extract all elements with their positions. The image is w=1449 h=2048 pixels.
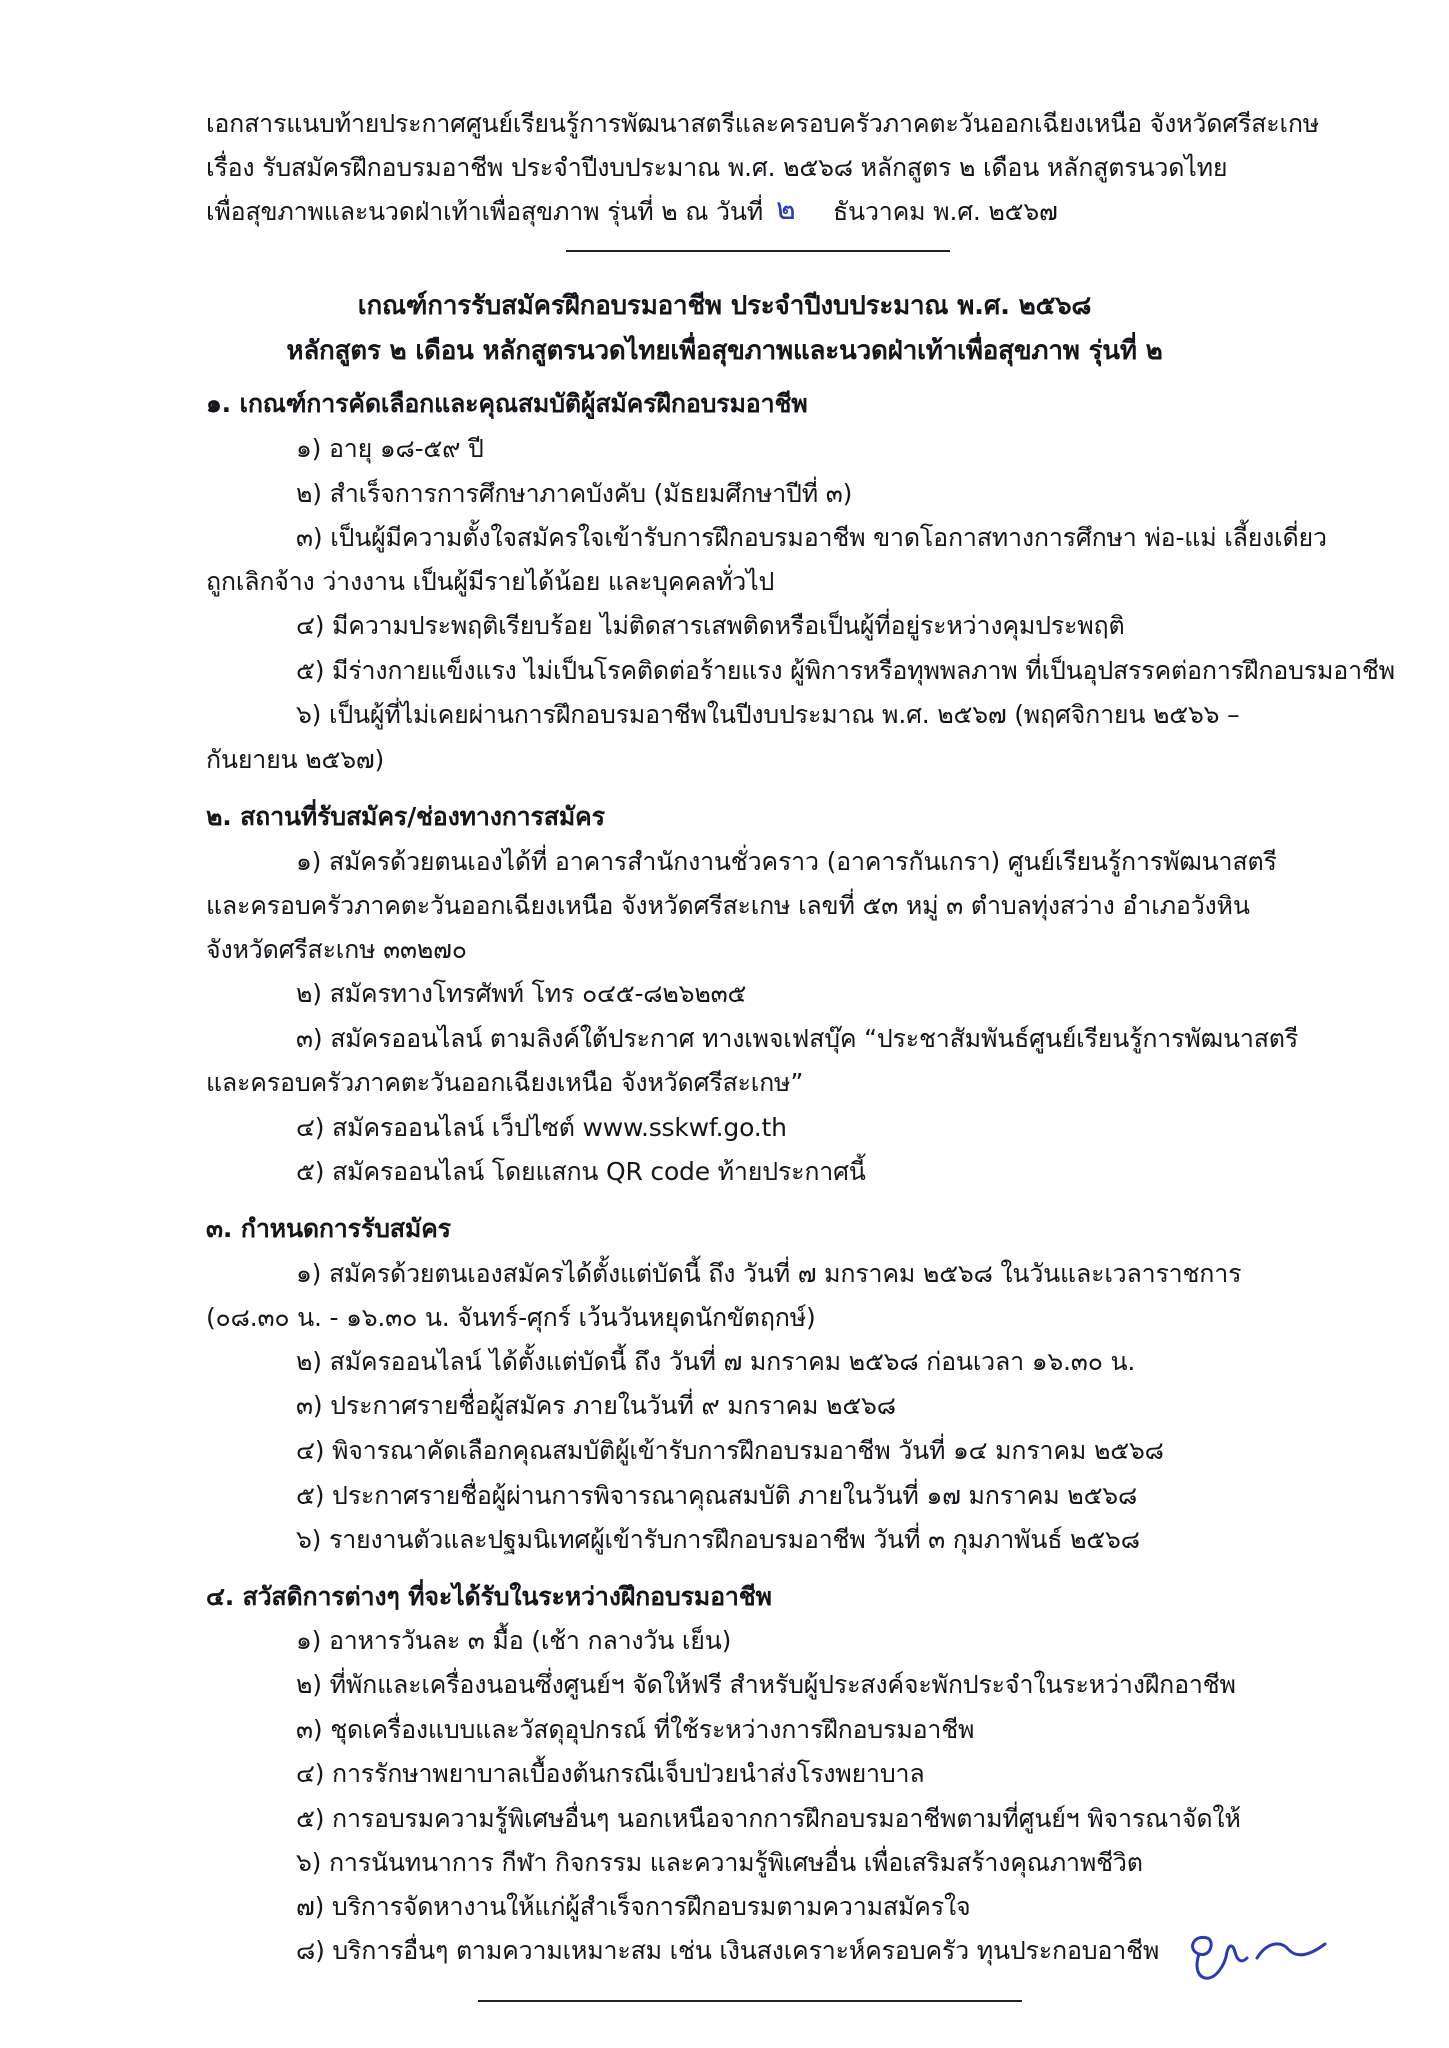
handwritten-initials-signature-icon	[1185, 1918, 1335, 1990]
s4-item-4: ๔) การรักษาพยาบาลเบื้องต้นกรณีเจ็บป่วยนำส่งโรงพยาบาล	[296, 1759, 925, 1788]
s4-item-8: ๘) บริการอื่นๆ ตามความเหมาะสม เช่น เงินสงเคราะห์ครอบครัว ทุนประกอบอาชีพ	[296, 1936, 1160, 1965]
s2-item-4: ๔) สมัครออนไลน์ เว็ปไซต์ www.sskwf.go.th	[296, 1113, 787, 1142]
header-line-3a: เพื่อสุขภาพและนวดฝ่าเท้าเพื่อสุขภาพ รุ่นที่ ๒ ณ วันที่	[206, 197, 764, 226]
s2-item-1c: จังหวัดศรีสะเกษ ๓๓๒๗๐	[206, 935, 467, 964]
footer-divider	[478, 2000, 1022, 2002]
s2-item-5: ๕) สมัครออนไลน์ โดยแสกน QR code ท้ายประกาศนี้	[296, 1157, 866, 1186]
s3-item-5: ๕) ประกาศรายชื่อผู้ผ่านการพิจารณาคุณสมบัติ ภายในวันที่ ๑๗ มกราคม ๒๕๖๘	[296, 1481, 1138, 1510]
s3-item-2: ๒) สมัครออนไลน์ ได้ตั้งแต่บัดนี้ ถึง วันที่ ๗ มกราคม ๒๕๖๘ ก่อนเวลา ๑๖.๓๐ น.	[296, 1347, 1136, 1376]
header-line-2: เรื่อง รับสมัครฝึกอบรมอาชีพ ประจำปีงบประมาณ พ.ศ. ๒๕๖๘ หลักสูตร ๒ เดือน หลักสูตรนวดไทย	[206, 153, 1228, 182]
s1-item-6b: กันยายน ๒๕๖๗)	[206, 745, 385, 774]
title-line-1: เกณฑ์การรับสมัครฝึกอบรมอาชีพ ประจำปีงบประมาณ พ.ศ. ๒๕๖๘	[357, 291, 1092, 321]
s4-item-6: ๖) การนันทนาการ กีฬา กิจกรรม และความรู้พิเศษอื่น เพื่อเสริมสร้างคุณภาพชีวิต	[296, 1848, 1143, 1877]
s4-item-5: ๕) การอบรมความรู้พิเศษอื่นๆ นอกเหนือจากการฝึกอบรมอาชีพตามที่ศูนย์ฯ พิจารณาจัดให้	[296, 1804, 1241, 1833]
section-1-heading: ๑. เกณฑ์การคัดเลือกและคุณสมบัติผู้สมัครฝึกอบรมอาชีพ	[206, 389, 808, 418]
s4-item-1: ๑) อาหารวันละ ๓ มื้อ (เช้า กลางวัน เย็น)	[296, 1626, 732, 1655]
s4-item-2: ๒) ที่พักและเครื่องนอนซึ่งศูนย์ฯ จัดให้ฟรี สำหรับผู้ประสงค์จะพักประจำในระหว่างฝึกอาชีพ	[296, 1670, 1236, 1699]
s3-item-1b: (๐๘.๓๐ น. - ๑๖.๓๐ น. จันทร์-ศุกร์ เว้นวันหยุดนักขัตฤกษ์)	[206, 1303, 816, 1332]
section-3-heading: ๓. กำหนดการรับสมัคร	[206, 1214, 451, 1243]
s2-item-3a: ๓) สมัครออนไลน์ ตามลิงค์ใต้ประกาศ ทางเพจเฟสบุ๊ค “ประชาสัมพันธ์ศูนย์เรียนรู้การพัฒนาสตรี	[296, 1024, 1299, 1053]
s4-item-3: ๓) ชุดเครื่องแบบและวัสดุอุปกรณ์ ที่ใช้ระหว่างการฝึกอบรมอาชีพ	[296, 1715, 975, 1744]
s3-item-4: ๔) พิจารณาคัดเลือกคุณสมบัติผู้เข้ารับการฝึกอบรมอาชีพ วันที่ ๑๔ มกราคม ๒๕๖๘	[296, 1436, 1164, 1465]
s2-item-2: ๒) สมัครทางโทรศัพท์ โทร ๐๔๕-๘๒๖๒๓๕	[296, 979, 747, 1008]
section-4-heading: ๔. สวัสดิการต่างๆ ที่จะได้รับในระหว่างฝึกอบรมอาชีพ	[206, 1582, 772, 1611]
s1-item-1: ๑) อายุ ๑๘-๕๙ ปี	[296, 434, 484, 463]
s2-item-1a: ๑) สมัครด้วยตนเองได้ที่ อาคารสำนักงานชั่วคราว (อาคารกันเกรา) ศูนย์เรียนรู้การพัฒนาสตรี	[296, 847, 1277, 876]
handwritten-day: ๒	[776, 192, 796, 227]
s1-item-5: ๕) มีร่างกายแข็งแรง ไม่เป็นโรคติดต่อร้ายแรง ผู้พิการหรือทุพพลภาพ ที่เป็นอุปสรรคต่อการฝึกอบรมอาชีพ	[296, 656, 1395, 685]
s1-item-6a: ๖) เป็นผู้ที่ไม่เคยผ่านการฝึกอบรมอาชีพในปีงบประมาณ พ.ศ. ๒๕๖๗ (พฤศจิกายน ๒๕๖๖ –	[296, 700, 1240, 729]
s1-item-3a: ๓) เป็นผู้มีความตั้งใจสมัครใจเข้ารับการฝึกอบรมอาชีพ ขาดโอกาสทางการศึกษา พ่อ-แม่ เลี้ยงเดี่ยว	[296, 523, 1327, 552]
s2-item-3b: และครอบครัวภาคตะวันออกเฉียงเหนือ จังหวัดศรีสะเกษ”	[206, 1068, 804, 1097]
header-line-1: เอกสารแนบท้ายประกาศศูนย์เรียนรู้การพัฒนาสตรีและครอบครัวภาคตะวันออกเฉียงเหนือ จังหวัดศรีสะเกษ	[206, 109, 1320, 138]
s1-item-2: ๒) สำเร็จการการศึกษาภาคบังคับ (มัธยมศึกษาปีที่ ๓)	[296, 479, 853, 508]
section-2-heading: ๒. สถานที่รับสมัคร/ช่องทางการสมัคร	[206, 802, 605, 831]
s1-item-4: ๔) มีความประพฤติเรียบร้อย ไม่ติดสารเสพติดหรือเป็นผู้ที่อยู่ระหว่างคุมประพฤติ	[296, 611, 1125, 640]
header-divider	[566, 250, 950, 252]
s3-item-1a: ๑) สมัครด้วยตนเองสมัครได้ตั้งแต่บัดนี้ ถึง วันที่ ๗ มกราคม ๒๕๖๘ ในวันและเวลาราชการ	[296, 1259, 1242, 1288]
s4-item-7: ๗) บริการจัดหางานให้แก่ผู้สำเร็จการฝึกอบรมตามความสมัครใจ	[296, 1892, 971, 1921]
s1-item-3b: ถูกเลิกจ้าง ว่างงาน เป็นผู้มีรายได้น้อย และบุคคลทั่วไป	[206, 567, 775, 596]
title-line-2: หลักสูตร ๒ เดือน หลักสูตรนวดไทยเพื่อสุขภาพและนวดฝ่าเท้าเพื่อสุขภาพ รุ่นที่ ๒	[286, 336, 1163, 366]
s3-item-6: ๖) รายงานตัวและปฐมนิเทศผู้เข้ารับการฝึกอบรมอาชีพ วันที่ ๓ กุมภาพันธ์ ๒๕๖๘	[296, 1525, 1140, 1554]
header-line-3b: ธันวาคม พ.ศ. ๒๕๖๗	[833, 197, 1058, 226]
s3-item-3: ๓) ประกาศรายชื่อผู้สมัคร ภายในวันที่ ๙ มกราคม ๒๕๖๘	[296, 1391, 896, 1420]
s2-item-1b: และครอบครัวภาคตะวันออกเฉียงเหนือ จังหวัดศรีสะเกษ เลขที่ ๕๓ หมู่ ๓ ตำบลทุ่งสว่าง อำเภอวังหิน	[206, 891, 1250, 920]
